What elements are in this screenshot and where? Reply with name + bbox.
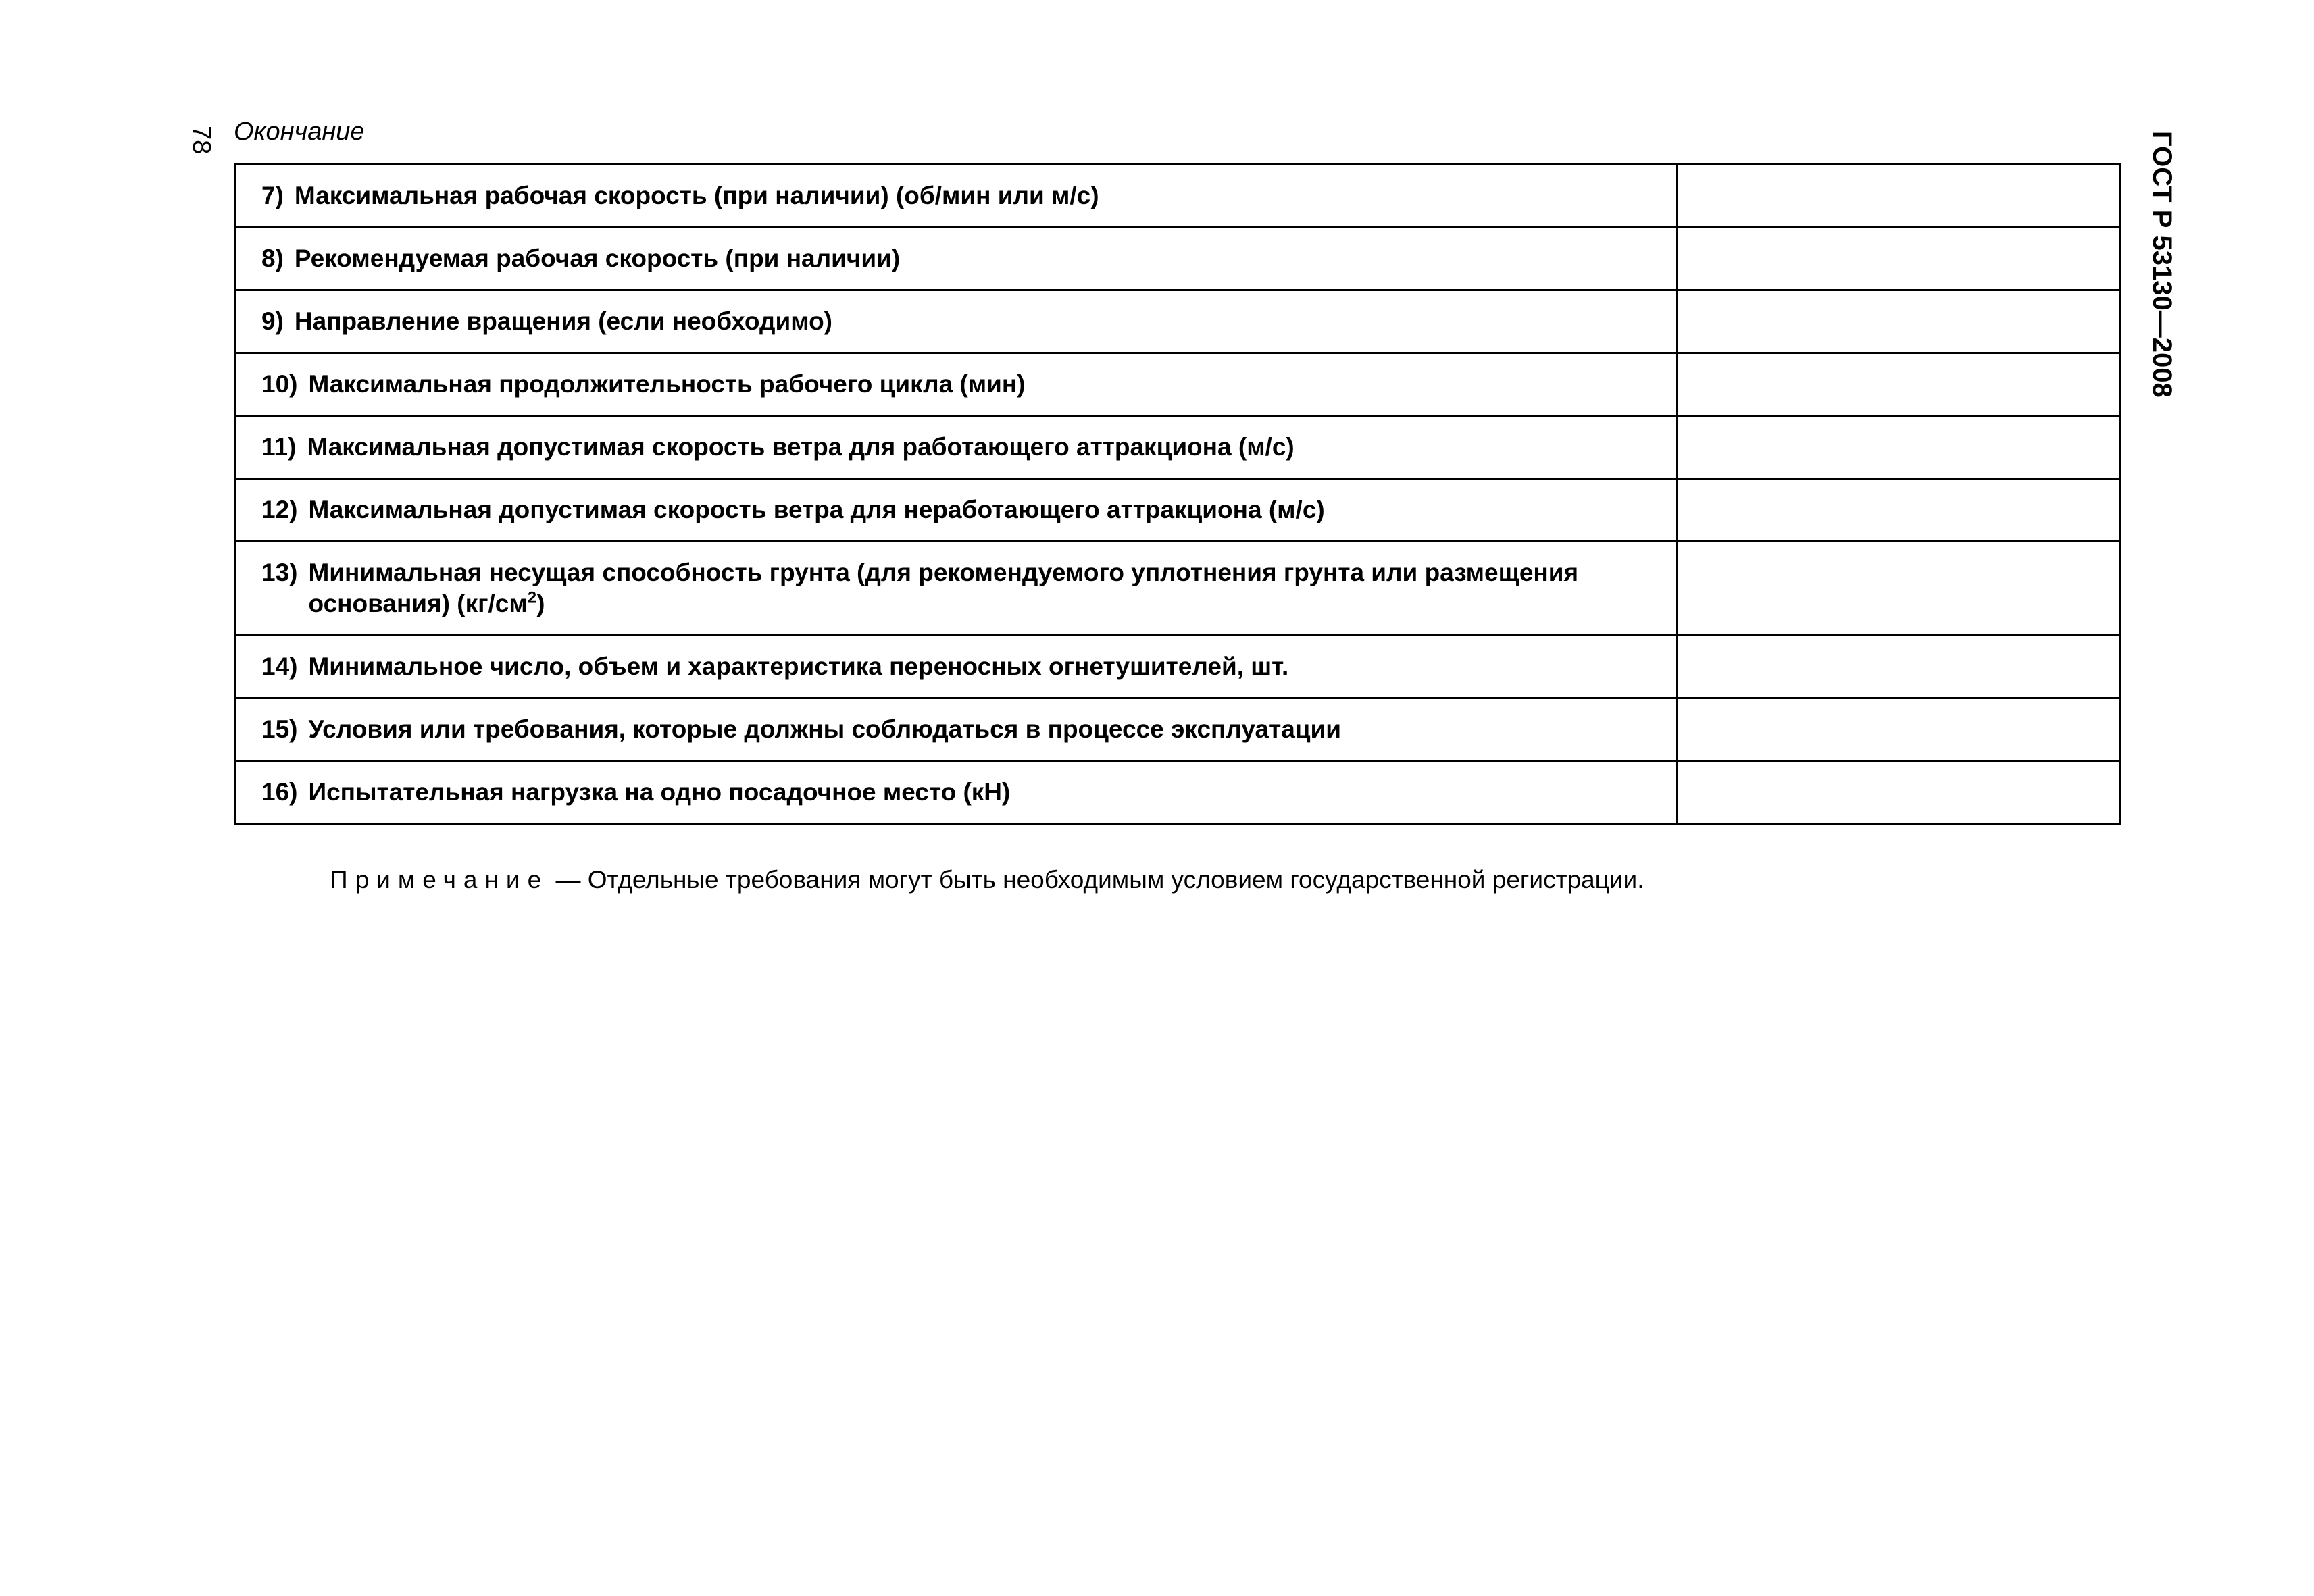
row-label-cell [235,479,1678,542]
row-text: Максимальная рабочая скорость (при наличии) (об/мин или м/с) [294,182,1099,209]
row-value-cell [1678,165,2121,228]
row-number: 12) [261,496,298,523]
row-value-cell [1678,761,2121,824]
superscript: 2 [527,588,537,607]
table-row [235,165,2121,228]
row-label-cell [235,416,1678,479]
row-number: 11) [261,433,297,461]
row-text: Условия или требования, которые должны соблюдаться в процессе эксплуатации [308,715,1342,743]
requirements-table [234,163,2121,825]
row-number: 14) [261,652,298,680]
row-text: Минимальная несущая способность грунта (для рекомендуемого уплотнения грунта или размещения основания) (кг/см [308,559,1579,617]
table-row [235,479,2121,542]
row-label-cell [235,698,1678,761]
table-note [330,865,1644,896]
row-value-cell [1678,479,2121,542]
row-text-suffix: ) [536,590,545,617]
table-row [235,698,2121,761]
row-label-cell [235,290,1678,353]
note-text: — Отдельные требования могут быть необходимым условием государственной регистрации. [549,866,1644,894]
row-text: Минимальное число, объем и характеристика переносных огнетушителей, шт. [308,652,1289,680]
row-text: Максимальная допустимая скорость ветра для работающего аттракциона (м/с) [307,433,1294,461]
table-row [235,353,2121,416]
row-text: Максимальная допустимая скорость ветра для неработающего аттракциона (м/с) [308,496,1325,523]
row-value-cell [1678,353,2121,416]
row-value-cell [1678,698,2121,761]
row-number: 16) [261,778,298,806]
row-label-cell [235,761,1678,824]
row-text: Направление вращения (если необходимо) [294,307,833,335]
row-label-cell [235,542,1678,636]
row-value-cell [1678,542,2121,636]
table-row [235,290,2121,353]
row-number: 8) [261,244,284,272]
row-number: 7) [261,182,284,209]
table-row [235,636,2121,698]
row-number: 10) [261,370,298,398]
note-lead: Примечание [330,866,549,894]
row-value-cell [1678,228,2121,290]
table-row [235,228,2121,290]
page-number: 78 [187,126,216,155]
row-label-cell [235,228,1678,290]
row-text: Максимальная продолжительность рабочего цикла (мин) [308,370,1026,398]
table-row [235,416,2121,479]
row-value-cell [1678,636,2121,698]
table-row [235,542,2121,636]
row-number: 15) [261,715,298,743]
table-row [235,761,2121,824]
row-label-cell [235,165,1678,228]
standard-code: ГОСТ Р 53130—2008 [2147,131,2177,398]
row-text: Испытательная нагрузка на одно посадочное место (кН) [308,778,1011,806]
row-number: 13) [261,559,298,586]
row-label-cell [235,353,1678,416]
row-text: Рекомендуемая рабочая скорость (при наличии) [294,244,901,272]
row-label-cell [235,636,1678,698]
row-value-cell [1678,290,2121,353]
continuation-label: Окончание [234,118,365,146]
row-value-cell [1678,416,2121,479]
row-text-wrapper [308,557,1663,619]
row-number: 9) [261,307,284,335]
